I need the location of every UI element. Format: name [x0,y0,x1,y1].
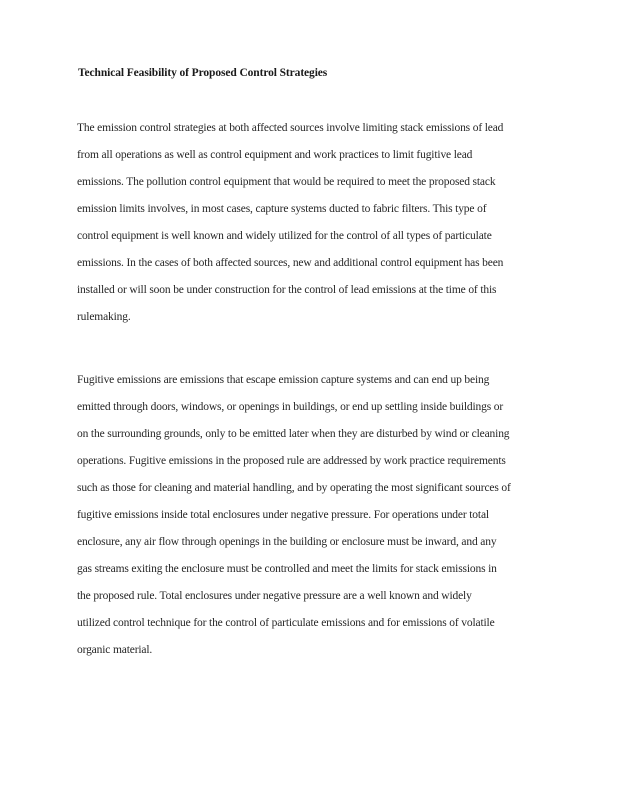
paragraph-line: emissions. The pollution control equipment that would be required to meet the proposed stack [77,176,496,188]
paragraph-line: such as those for cleaning and material handling, and by operating the most significant sources of [77,482,511,494]
paragraph-line: control equipment is well known and widely utilized for the control of all types of particulate [77,230,492,242]
paragraph-line: rulemaking. [77,311,131,323]
paragraph-line: utilized control technique for the control of particulate emissions and for emissions of volatile [77,617,495,629]
paragraph-line: on the surrounding grounds, only to be emitted later when they are disturbed by wind or cleaning [77,428,510,440]
paragraph-line: the proposed rule. Total enclosures under negative pressure are a well known and widely [77,590,472,602]
paragraph-line: emitted through doors, windows, or openings in buildings, or end up settling inside buildings or [77,401,504,413]
document-title: Technical Feasibility of Proposed Control Strategies [78,67,328,79]
paragraph-line: gas streams exiting the enclosure must be controlled and meet the limits for stack emissions in [77,563,497,575]
paragraph-line: enclosure, any air flow through openings in the building or enclosure must be inward, and any [77,536,497,548]
paragraph-line: emissions. In the cases of both affected sources, new and additional control equipment has been [77,257,504,269]
paragraph-1 [77,121,547,337]
paragraph-line: Fugitive emissions are emissions that escape emission capture systems and can end up being [77,374,490,386]
paragraph-line: fugitive emissions inside total enclosures under negative pressure. For operations under total [77,509,489,521]
paragraph-line: organic material. [77,644,153,656]
paragraph-line: emission limits involves, in most cases, capture systems ducted to fabric filters. This type of [77,203,487,215]
paragraph-line: installed or will soon be under construction for the control of lead emissions at the time of this [77,284,497,296]
paragraph-line: The emission control strategies at both affected sources involve limiting stack emissions of lead [77,122,504,134]
paragraph-2 [77,373,547,670]
paragraph-line: from all operations as well as control equipment and work practices to limit fugitive lead [77,149,473,161]
paragraph-line: operations. Fugitive emissions in the proposed rule are addressed by work practice requirements [77,455,506,467]
